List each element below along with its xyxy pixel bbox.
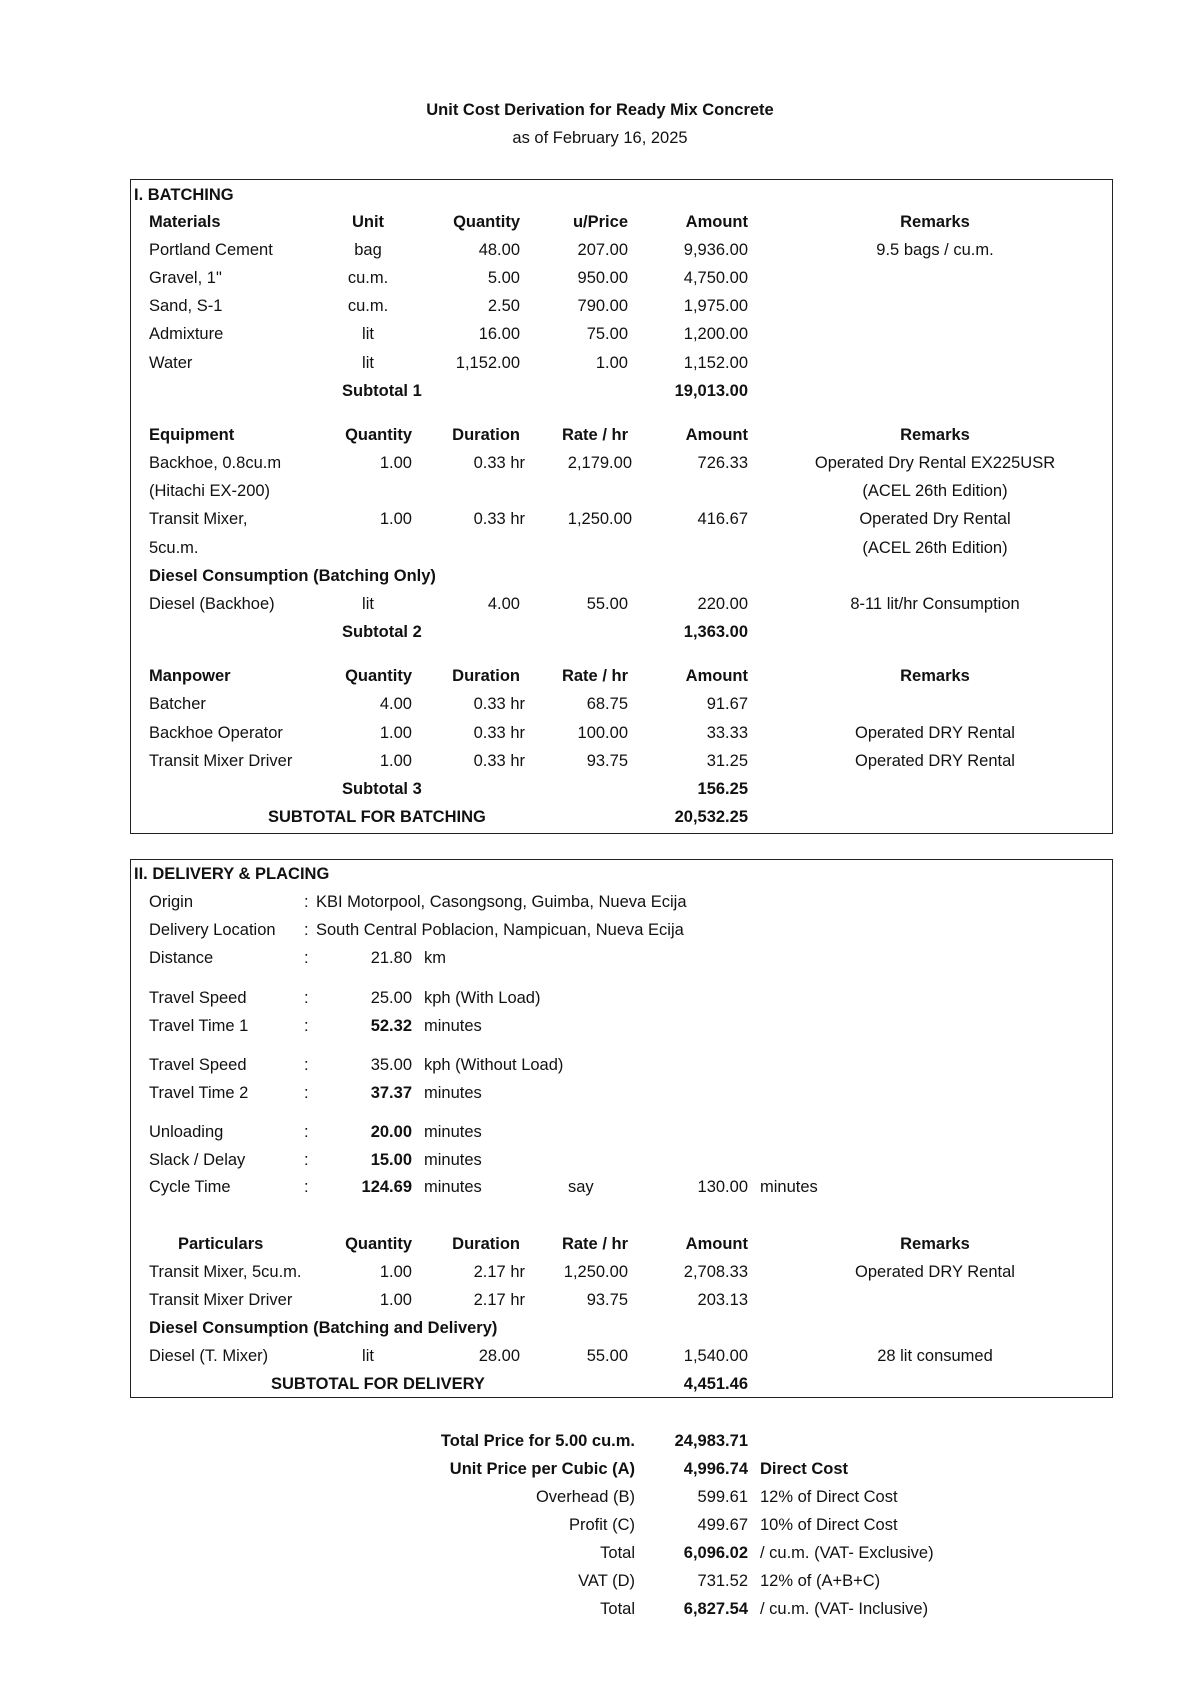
document-title: Unit Cost Derivation for Ready Mix Concrete <box>426 101 774 119</box>
manpower-remarks: Operated DRY Rental <box>855 724 1015 742</box>
summary-note: / cu.m. (VAT- Exclusive) <box>760 1544 934 1562</box>
subtotal-value: 156.25 <box>697 780 748 798</box>
metric-label: Travel Time 2 <box>149 1084 249 1102</box>
metric-unit: minutes <box>424 1084 482 1102</box>
material-name: Admixture <box>149 325 224 343</box>
header-remarks: Remarks <box>900 667 970 685</box>
metric-label: Travel Time 1 <box>149 1017 249 1035</box>
batching-total-value: 20,532.25 <box>674 808 748 826</box>
particular-rate: 93.75 <box>586 1291 628 1309</box>
summary-value: 24,983.71 <box>674 1432 748 1450</box>
batching-total-label: SUBTOTAL FOR BATCHING <box>268 808 486 826</box>
header-amount: Amount <box>685 426 748 444</box>
metric-value: 21.80 <box>370 949 412 967</box>
info-value: KBI Motorpool, Casongsong, Guimba, Nueva Ecija <box>316 893 687 911</box>
header-duration: Duration <box>452 667 520 685</box>
summary-label: Total <box>600 1544 635 1562</box>
material-amount: 9,936.00 <box>683 241 748 259</box>
diesel-rate: 55.00 <box>586 1347 628 1365</box>
summary-value: 599.61 <box>697 1488 748 1506</box>
metric-value: 20.00 <box>370 1123 412 1141</box>
material-amount: 1,200.00 <box>683 325 748 343</box>
metric-unit: km <box>424 949 446 967</box>
material-unit: lit <box>362 354 374 372</box>
metric-separator: : <box>304 1056 309 1074</box>
metric-label: Distance <box>149 949 214 967</box>
particular-duration: 2.17 hr <box>473 1263 525 1281</box>
particular-rate: 1,250.00 <box>563 1263 628 1281</box>
particular-remarks: Operated DRY Rental <box>855 1263 1015 1281</box>
manpower-quantity: 4.00 <box>379 695 412 713</box>
manpower-amount: 33.33 <box>706 724 748 742</box>
material-name: Portland Cement <box>149 241 273 259</box>
diesel-name: Diesel (T. Mixer) <box>149 1347 269 1365</box>
info-separator: : <box>304 893 309 911</box>
delivery-section-title: II. DELIVERY & PLACING <box>134 865 330 883</box>
metric-separator: : <box>304 1084 309 1102</box>
manpower-rate: 100.00 <box>577 724 628 742</box>
header-particulars: Particulars <box>178 1235 264 1253</box>
manpower-amount: 31.25 <box>706 752 748 770</box>
diesel-quantity: 4.00 <box>487 595 520 613</box>
diesel-amount: 220.00 <box>697 595 748 613</box>
equipment-remarks: (ACEL 26th Edition) <box>862 539 1008 557</box>
diesel-heading: Diesel Consumption (Batching Only) <box>149 567 436 585</box>
material-name: Sand, S-1 <box>149 297 223 315</box>
metric-value: 124.69 <box>361 1178 412 1196</box>
info-separator: : <box>304 921 309 939</box>
summary-label: Profit (C) <box>569 1516 635 1534</box>
metric-separator: : <box>304 1017 309 1035</box>
equipment-name: Backhoe, 0.8cu.m <box>149 454 282 472</box>
material-unit: lit <box>362 325 374 343</box>
equipment-quantity: 1.00 <box>379 510 412 528</box>
summary-label: Overhead (B) <box>535 1488 635 1506</box>
equipment-quantity: 1.00 <box>379 454 412 472</box>
metric-label: Unloading <box>149 1123 224 1141</box>
metric-separator: : <box>304 1178 309 1196</box>
metric-value: 15.00 <box>370 1151 412 1169</box>
manpower-amount: 91.67 <box>706 695 748 713</box>
metric-separator: : <box>304 949 309 967</box>
particular-amount: 203.13 <box>697 1291 748 1309</box>
summary-note: 10% of Direct Cost <box>760 1516 898 1534</box>
diesel-rate: 55.00 <box>586 595 628 613</box>
delivery-total-value: 4,451.46 <box>683 1375 748 1393</box>
equipment-rate: 1,250.00 <box>567 510 632 528</box>
particular-quantity: 1.00 <box>379 1291 412 1309</box>
material-unit: bag <box>354 241 382 259</box>
material-unit: cu.m. <box>347 297 389 315</box>
header-uprice: u/Price <box>572 213 628 231</box>
material-quantity: 5.00 <box>487 269 520 287</box>
metric-separator: : <box>304 1123 309 1141</box>
summary-value: 731.52 <box>697 1572 748 1590</box>
diesel-unit: lit <box>362 595 374 613</box>
header-quantity: Quantity <box>345 667 412 685</box>
diesel-remarks: 8-11 lit/hr Consumption <box>850 595 1020 613</box>
subtotal-label: Subtotal 2 <box>342 623 422 641</box>
metric-value: 35.00 <box>370 1056 412 1074</box>
summary-value: 6,827.54 <box>683 1600 748 1618</box>
manpower-rate: 93.75 <box>586 752 628 770</box>
header-amount: Amount <box>685 213 748 231</box>
subtotal-label: Subtotal 1 <box>342 382 422 400</box>
metric-label: Travel Speed <box>149 989 247 1007</box>
diesel-quantity: 28.00 <box>478 1347 520 1365</box>
equipment-amount: 726.33 <box>697 454 748 472</box>
material-uprice: 75.00 <box>586 325 628 343</box>
particular-quantity: 1.00 <box>379 1263 412 1281</box>
equipment-duration: 0.33 hr <box>473 454 525 472</box>
summary-value: 499.67 <box>697 1516 748 1534</box>
header-manpower: Manpower <box>149 667 231 685</box>
manpower-rate: 68.75 <box>586 695 628 713</box>
info-label: Delivery Location <box>149 921 276 939</box>
metric-separator: : <box>304 989 309 1007</box>
particular-name: Transit Mixer, 5cu.m. <box>149 1263 302 1281</box>
subtotal-value: 19,013.00 <box>674 382 748 400</box>
manpower-duration: 0.33 hr <box>473 752 525 770</box>
diesel-heading: Diesel Consumption (Batching and Delivery) <box>149 1319 498 1337</box>
header-rate: Rate / hr <box>561 426 628 444</box>
equipment-name: 5cu.m. <box>149 539 199 557</box>
manpower-name: Backhoe Operator <box>149 724 283 742</box>
diesel-amount: 1,540.00 <box>683 1347 748 1365</box>
equipment-duration: 0.33 hr <box>473 510 525 528</box>
equipment-rate: 2,179.00 <box>567 454 632 472</box>
metric-label: Cycle Time <box>149 1178 231 1196</box>
summary-label: Unit Price per Cubic (A) <box>449 1460 635 1478</box>
manpower-quantity: 1.00 <box>379 752 412 770</box>
metric-unit: minutes <box>424 1123 482 1141</box>
header-quantity: Quantity <box>453 213 520 231</box>
material-uprice: 207.00 <box>577 241 628 259</box>
material-quantity: 1,152.00 <box>455 354 520 372</box>
say-unit: minutes <box>760 1178 818 1196</box>
metric-unit: minutes <box>424 1178 482 1196</box>
metric-unit: minutes <box>424 1151 482 1169</box>
material-amount: 1,152.00 <box>683 354 748 372</box>
header-remarks: Remarks <box>900 213 970 231</box>
metric-label: Travel Speed <box>149 1056 247 1074</box>
header-quantity: Quantity <box>345 426 412 444</box>
diesel-unit: lit <box>362 1347 374 1365</box>
material-uprice: 1.00 <box>595 354 628 372</box>
summary-label: Total Price for 5.00 cu.m. <box>440 1432 635 1450</box>
metric-value: 52.32 <box>370 1017 412 1035</box>
header-remarks: Remarks <box>900 426 970 444</box>
equipment-name: (Hitachi EX-200) <box>149 482 271 500</box>
header-duration: Duration <box>452 426 520 444</box>
metric-unit: kph (With Load) <box>424 989 541 1007</box>
manpower-name: Batcher <box>149 695 206 713</box>
summary-note: Direct Cost <box>760 1460 849 1478</box>
material-quantity: 48.00 <box>478 241 520 259</box>
summary-note: / cu.m. (VAT- Inclusive) <box>760 1600 929 1618</box>
subtotal-label: Subtotal 3 <box>342 780 422 798</box>
metric-label: Slack / Delay <box>149 1151 246 1169</box>
diesel-remarks: 28 lit consumed <box>877 1347 993 1365</box>
equipment-remarks: Operated Dry Rental <box>859 510 1011 528</box>
header-quantity: Quantity <box>345 1235 412 1253</box>
info-value: South Central Poblacion, Nampicuan, Nueva Ecija <box>316 921 684 939</box>
material-uprice: 950.00 <box>577 269 628 287</box>
say-label: say <box>568 1178 594 1196</box>
summary-note: 12% of Direct Cost <box>760 1488 898 1506</box>
material-amount: 1,975.00 <box>683 297 748 315</box>
manpower-duration: 0.33 hr <box>473 724 525 742</box>
equipment-name: Transit Mixer, <box>149 510 248 528</box>
summary-value: 6,096.02 <box>683 1544 748 1562</box>
metric-separator: : <box>304 1151 309 1169</box>
summary-value: 4,996.74 <box>683 1460 748 1478</box>
header-amount: Amount <box>685 667 748 685</box>
material-amount: 4,750.00 <box>683 269 748 287</box>
material-quantity: 2.50 <box>487 297 520 315</box>
metric-value: 37.37 <box>370 1084 412 1102</box>
header-equipment: Equipment <box>149 426 235 444</box>
header-unit: Unit <box>351 213 385 231</box>
metric-unit: kph (Without Load) <box>424 1056 564 1074</box>
metric-unit: minutes <box>424 1017 482 1035</box>
info-label: Origin <box>149 893 194 911</box>
document-date: as of February 16, 2025 <box>512 129 688 147</box>
header-duration: Duration <box>452 1235 520 1253</box>
header-rate: Rate / hr <box>561 1235 628 1253</box>
batching-section-title: I. BATCHING <box>134 186 234 204</box>
header-materials: Materials <box>149 213 221 231</box>
equipment-remarks: Operated Dry Rental EX225USR <box>814 454 1056 472</box>
material-name: Water <box>149 354 193 372</box>
particular-name: Transit Mixer Driver <box>149 1291 293 1309</box>
particular-duration: 2.17 hr <box>473 1291 525 1309</box>
diesel-name: Diesel (Backhoe) <box>149 595 275 613</box>
metric-value: 25.00 <box>370 989 412 1007</box>
equipment-remarks: (ACEL 26th Edition) <box>862 482 1008 500</box>
material-remarks: 9.5 bags / cu.m. <box>876 241 994 259</box>
say-value: 130.00 <box>697 1178 748 1196</box>
manpower-remarks: Operated DRY Rental <box>855 752 1015 770</box>
manpower-name: Transit Mixer Driver <box>149 752 293 770</box>
material-name: Gravel, 1" <box>149 269 222 287</box>
manpower-duration: 0.33 hr <box>473 695 525 713</box>
delivery-total-label: SUBTOTAL FOR DELIVERY <box>271 1375 485 1393</box>
summary-label: VAT (D) <box>578 1572 635 1590</box>
summary-label: Total <box>600 1600 635 1618</box>
material-uprice: 790.00 <box>577 297 628 315</box>
material-unit: cu.m. <box>347 269 389 287</box>
material-quantity: 16.00 <box>478 325 520 343</box>
header-remarks: Remarks <box>900 1235 970 1253</box>
manpower-quantity: 1.00 <box>379 724 412 742</box>
particular-amount: 2,708.33 <box>683 1263 748 1281</box>
equipment-amount: 416.67 <box>697 510 748 528</box>
header-rate: Rate / hr <box>561 667 628 685</box>
subtotal-value: 1,363.00 <box>683 623 748 641</box>
summary-note: 12% of (A+B+C) <box>760 1572 881 1590</box>
header-amount: Amount <box>685 1235 748 1253</box>
